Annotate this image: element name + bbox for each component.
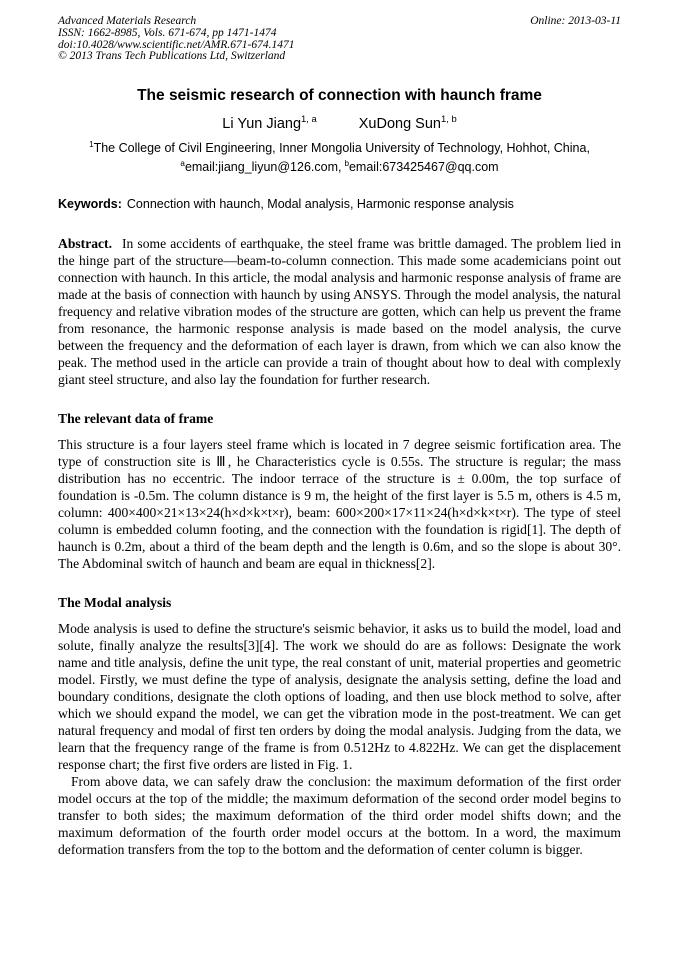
journal-header-left bbox=[58, 16, 294, 63]
email-1 bbox=[180, 160, 341, 174]
email-2-text: email:673425467@qq.com bbox=[348, 160, 499, 175]
journal-name: Advanced Materials Research bbox=[58, 15, 197, 27]
online-date: Online: 2013-03-11 bbox=[530, 15, 621, 27]
section-modal-paragraph-1: Mode analysis is used to define the structure's seismic behavior, it asks us to build the model, load and solute, finally analyze the results[3][4]. The work we should do are as follows: Designate the work name and title analysis, define the unit type, the real constant of unit, material properties and geometric model. Firstly, we must define the type of analysis, designate the analysis setting, define the load and boundary conditions, designate the cloth options of loading, and then use block method to solve, after which we should expand the model, we can get the vibration mode in the post-treatment. We can get natural frequency and modal of first ten orders by doing the modal analysis. Judging from the data, we learn that the frequency range of the frame is from 0.512Hz to 4.822Hz. We can get the displacement response chart; the first five orders are listed in Fig. 1. bbox=[58, 621, 621, 773]
author-2-name: XuDong Sun bbox=[358, 116, 441, 133]
doi-line: doi:10.4028/www.scientific.net/AMR.671-674.1471 bbox=[58, 38, 295, 51]
affiliation-text: The College of Civil Engineering, Inner Mongolia University of Technology, Hohhot, China, bbox=[93, 141, 590, 156]
abstract-text: In some accidents of earthquake, the steel frame was brittle damaged. The problem lied in the hinge part of the structure—beam-to-column connection. This made some academicians point out connection with haunch. In this article, the modal analysis and harmonic response analysis of frame are made at the basis of connection with haunch by using ANSYS. Through the model analysis, the natural frequency and relative vibration modes of the structure are gotten, which can help us prevent the frame from resonance, the harmonic response analysis is made based on the model analysis, the curve between the frequency and the deformation of each layer is drawn, from which we can also know the peak. The method used in the article can provide a train of thought about how to deal with complexly giant steel structure, and also lay the foundation for further research. bbox=[58, 236, 621, 388]
affiliation-superscript: 1 bbox=[89, 140, 94, 150]
author-1-name: Li Yun Jiang bbox=[222, 116, 302, 133]
journal-header bbox=[58, 16, 621, 63]
abstract-label: Abstract. bbox=[58, 236, 112, 252]
affiliation-line bbox=[58, 141, 621, 155]
keywords-text: Connection with haunch, Modal analysis, Harmonic response analysis bbox=[126, 197, 514, 212]
author-1-superscript: 1, a bbox=[301, 113, 317, 125]
keywords-line bbox=[58, 197, 621, 211]
email-1-superscript: a bbox=[180, 159, 185, 169]
section-heading-modal-analysis: The Modal analysis bbox=[58, 595, 172, 611]
paper-title: The seismic research of connection with haunch frame bbox=[137, 87, 542, 105]
authors-line bbox=[58, 113, 621, 133]
section-heading-relevant-data: The relevant data of frame bbox=[58, 411, 214, 427]
email-2-superscript: b bbox=[344, 159, 349, 169]
email-2 bbox=[344, 160, 498, 174]
email-1-text: email:jiang_liyun@126.com, bbox=[184, 160, 342, 175]
author-1 bbox=[222, 113, 317, 133]
copyright-line: © 2013 Trans Tech Publications Ltd, Switzerland bbox=[58, 50, 286, 63]
abstract-paragraph bbox=[58, 235, 621, 388]
issn-line: ISSN: 1662-8985, Vols. 671-674, pp 1471-1474 bbox=[58, 26, 277, 39]
author-2 bbox=[358, 113, 457, 133]
author-2-superscript: 1, b bbox=[440, 113, 457, 125]
keywords-label: Keywords: bbox=[58, 197, 122, 212]
section-modal-paragraph-2: From above data, we can safely draw the conclusion: the maximum deformation of the first order model occurs at the top of the middle; the maximum deformation of the second order model begins to transfer to both sides; the maximum deformation of the third order model shifts down; and the maximum deformation of the fourth order model occurs at the bottom. In a word, the maximum deformation transfers from the top to the bottom and the deformation of center column is bigger. bbox=[58, 774, 621, 858]
section-relevant-data-paragraph: This structure is a four layers steel frame which is located in 7 degree seismic fortification area. The type of construction site is Ⅲ, he Characteristics cycle is 0.55s. The structure is regular; the mass distribution has no eccentric. The indoor terrace of the structure is ± 0.00m, the top surface of foundation is -0.5m. The column distance is 9 m, the height of the first layer is 5.5 m, others is 4.5 m, column: 400×400×21×13×24(h×d×k×t×r), beam: 600×200×17×11×24(h×d×k×t×r). The type of steel column is embedded column footing, and the connection with the foundation is rigid[1]. The depth of haunch is 0.2m, about a third of the beam depth and the length is 0.6m, and so the slope is about 30°. The Abdominal switch of haunch and beam are equal in thickness[2]. bbox=[58, 437, 621, 572]
emails-line bbox=[58, 160, 621, 174]
